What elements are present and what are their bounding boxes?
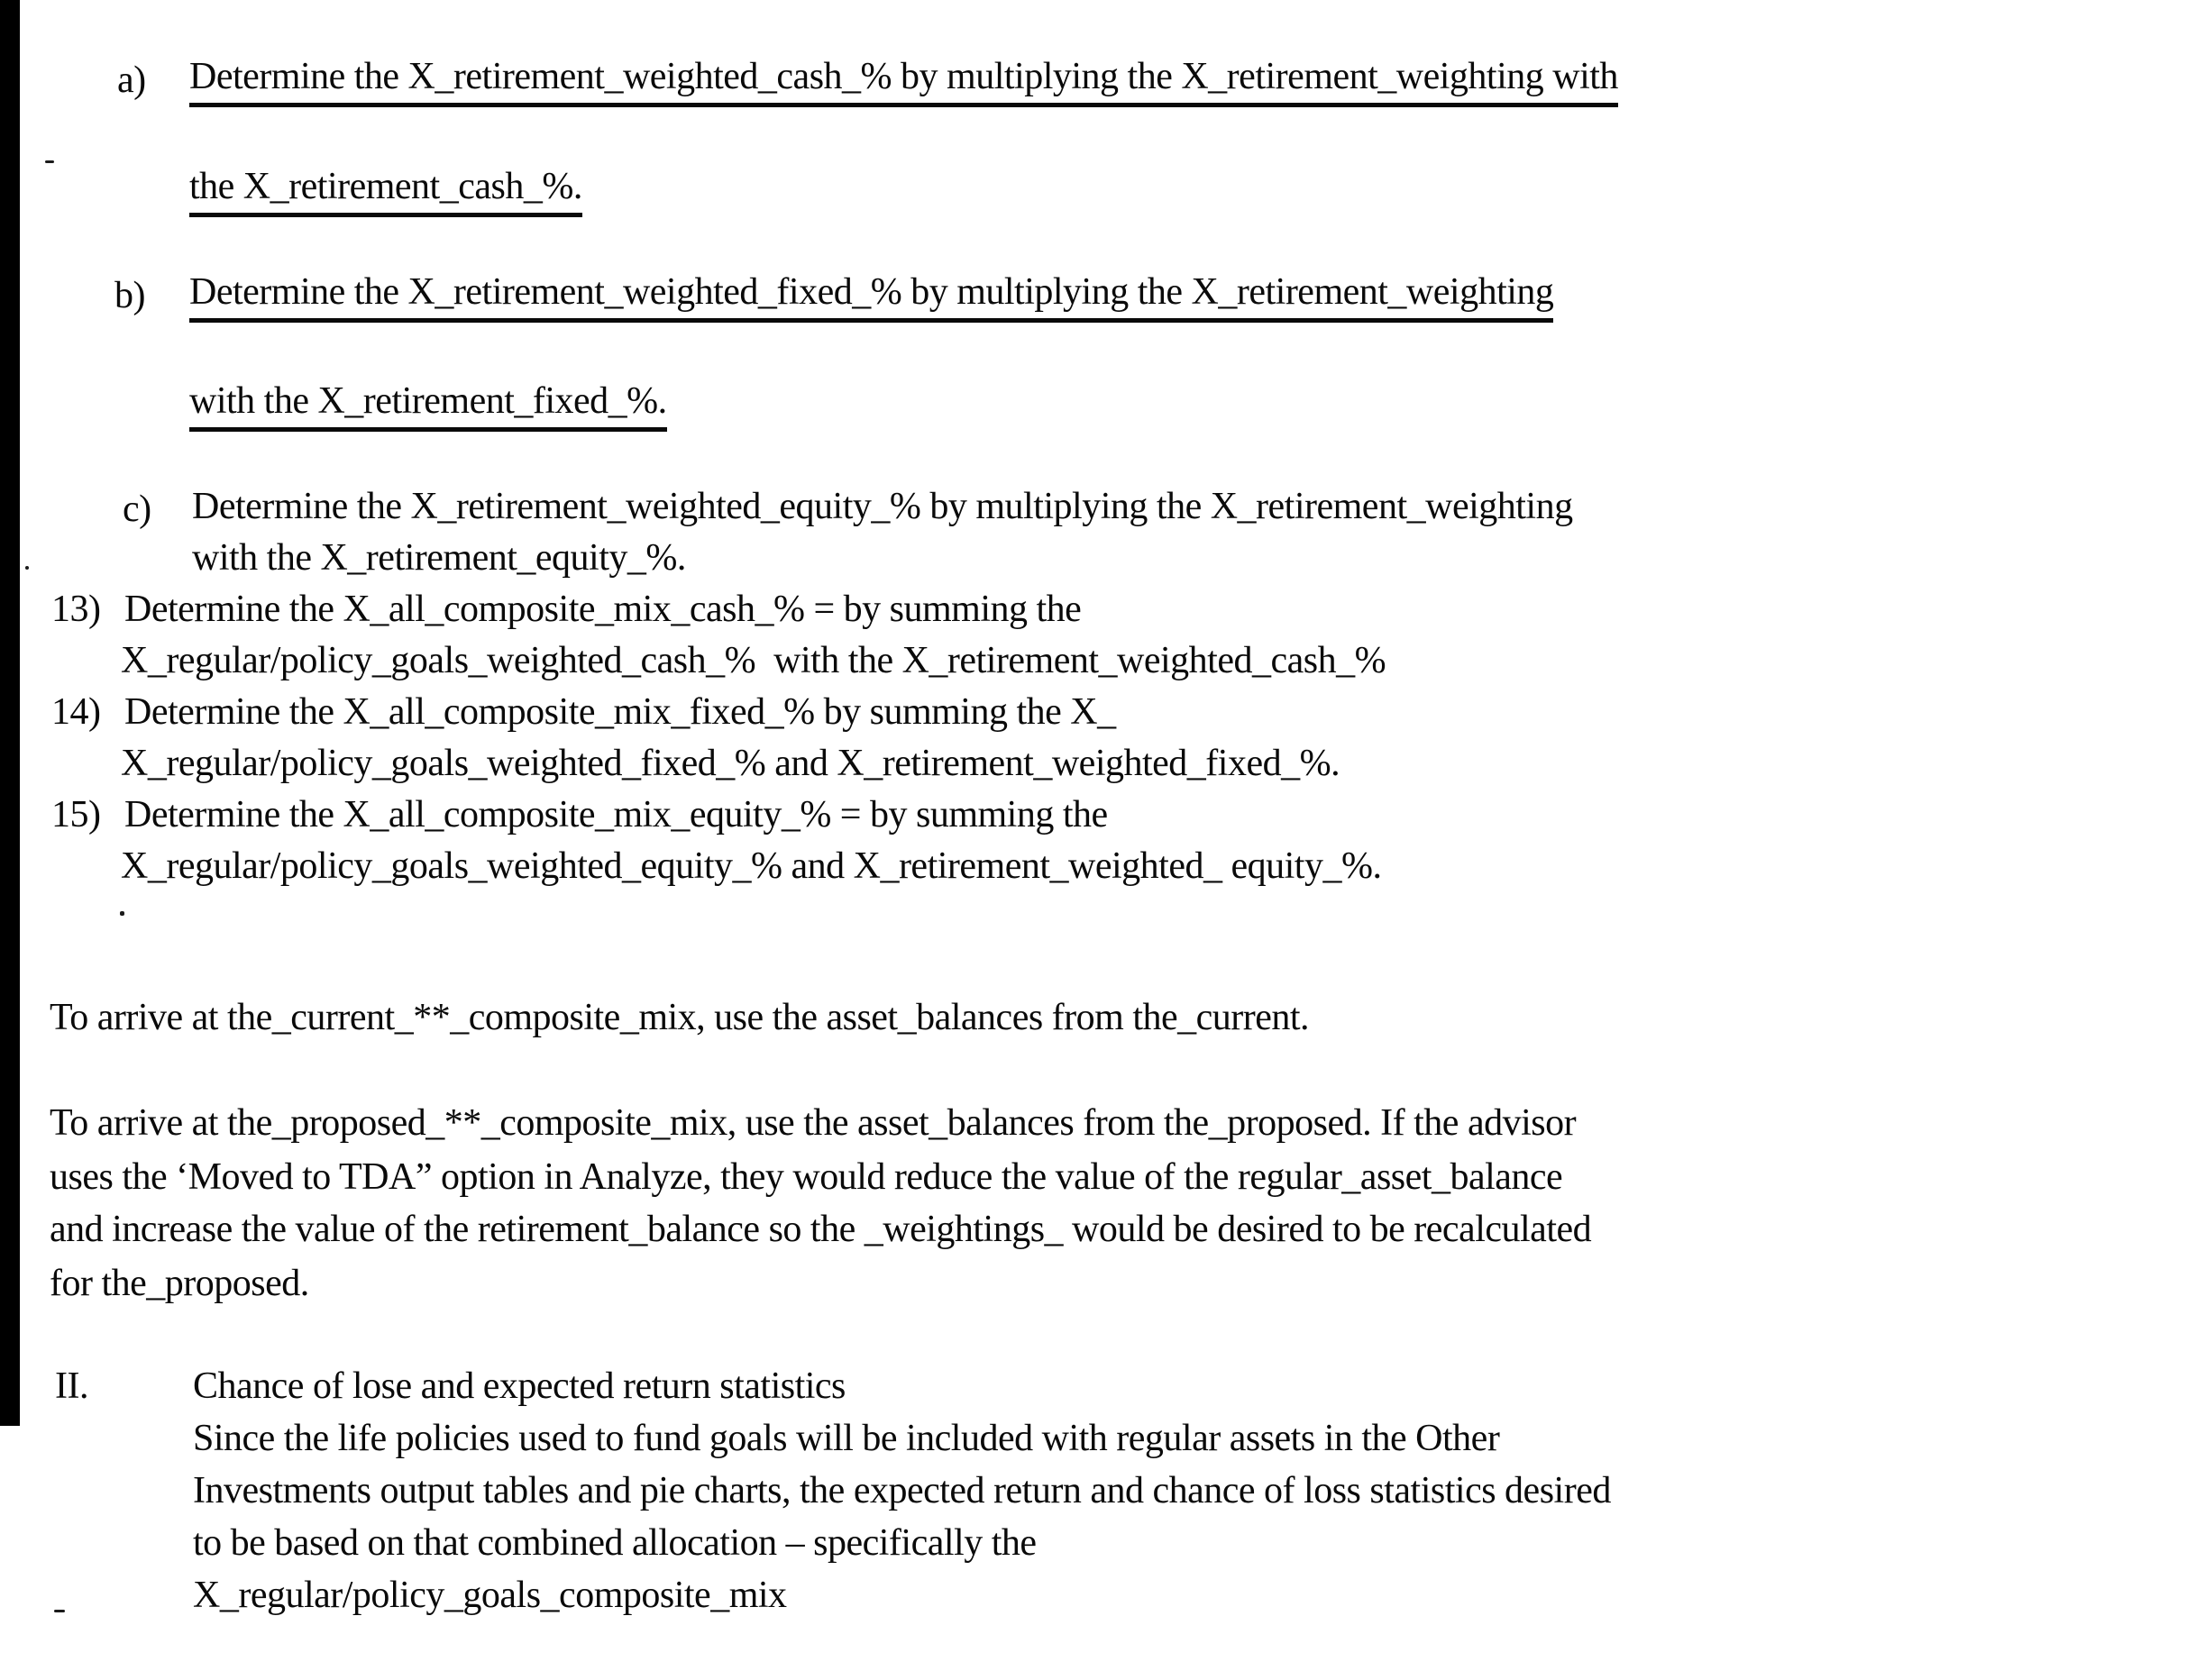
item-c-line1: Determine the X_retirement_weighted_equity_% by multiplying the X_retirement_weighting [192, 486, 1573, 527]
item-a-label: a) [117, 59, 146, 101]
item-a-line2: the X_retirement_cash_%. [189, 166, 582, 217]
item-b-line1: Determine the X_retirement_weighted_fixed_% by multiplying the X_retirement_weighting [189, 271, 1553, 323]
item-a-line1: Determine the X_retirement_weighted_cash_% by multiplying the X_retirement_weighting with [189, 56, 1618, 107]
section-ii-title: Chance of lose and expected return statistics [193, 1365, 846, 1407]
item-15-line2: X_regular/policy_goals_weighted_equity_% and X_retirement_weighted_ equity_%. [121, 845, 1382, 887]
item-14-line1: Determine the X_all_composite_mix_fixed_% by summing the X_ [124, 691, 1116, 733]
item-b-label: b) [114, 275, 145, 316]
item-b-line2: with the X_retirement_fixed_%. [189, 380, 667, 432]
scan-edge-bar [0, 0, 20, 1426]
section-ii-body-line2: Investments output tables and pie charts, the expected return and chance of loss statistics desired [193, 1470, 1611, 1511]
paragraph-current: To arrive at the_current_**_composite_mix, use the asset_balances from the_current. [50, 997, 1310, 1038]
item-c-label: c) [123, 488, 151, 530]
item-13-line1: Determine the X_all_composite_mix_cash_% = by summing the [124, 589, 1082, 630]
paragraph-proposed-line3: and increase the value of the retirement_balance so the _weightings_ would be desired to be recalculated [50, 1209, 1592, 1250]
item-14-line2: X_regular/policy_goals_weighted_fixed_% and X_retirement_weighted_fixed_%. [121, 743, 1340, 784]
item-14-label: 14) [51, 691, 101, 733]
section-ii-body-line1: Since the life policies used to fund goals will be included with regular assets in the Other [193, 1418, 1500, 1459]
scan-artifact [25, 566, 29, 570]
section-ii-label: II. [55, 1365, 88, 1407]
item-13-label: 13) [51, 589, 101, 630]
item-c-line2: with the X_retirement_equity_%. [192, 537, 686, 579]
item-13-line2: X_regular/policy_goals_weighted_cash_% with the X_retirement_weighted_cash_% [121, 640, 1386, 681]
scan-artifact [120, 911, 124, 916]
paragraph-proposed-line4: for the_proposed. [50, 1263, 309, 1304]
item-15-line1: Determine the X_all_composite_mix_equity_% = by summing the [124, 794, 1108, 835]
section-ii-body-line4: X_regular/policy_goals_composite_mix [193, 1575, 787, 1616]
scan-artifact [45, 160, 54, 163]
item-15-label: 15) [51, 794, 101, 835]
paragraph-proposed-line1: To arrive at the_proposed_**_composite_mix, use the asset_balances from the_proposed. If the advisor [50, 1102, 1577, 1144]
section-ii-body-line3: to be based on that combined allocation – specifically the [193, 1522, 1037, 1564]
scan-artifact [54, 1610, 65, 1612]
paragraph-proposed-line2: uses the ‘Moved to TDA” option in Analyze, they would reduce the value of the regular_asset_balance [50, 1156, 1563, 1198]
